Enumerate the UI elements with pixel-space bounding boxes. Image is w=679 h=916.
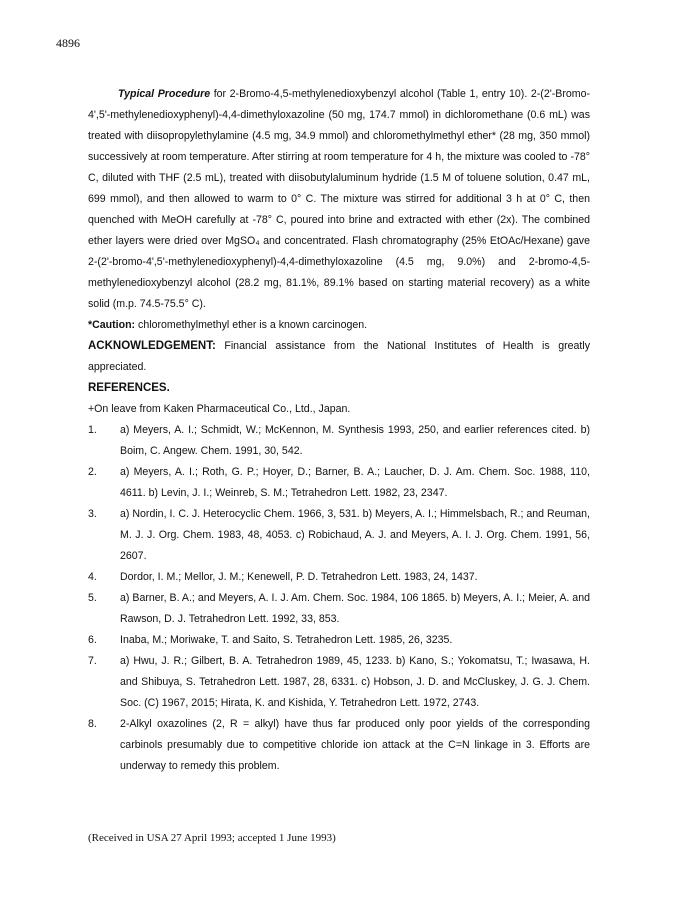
reference-text: Dordor, I. M.; Mellor, J. M.; Kenewell, P. D. Tetrahedron Lett. 1983, 24, 1437. bbox=[120, 571, 478, 583]
reference-text: a) Nordin, I. C. J. Heterocyclic Chem. 1966, 3, 531. b) Meyers, A. I.; Himmelsbach, R.; and Reuman, M. J. J. Org. Chem. 1983, 48, 4053. c) Robichaud, A. J. and Meyers, A. I. J. Org. Chem. 1991, 56, 2607. bbox=[120, 508, 590, 562]
acknowledgement-paragraph bbox=[88, 336, 590, 378]
reference-text: a) Meyers, A. I.; Schmidt, W.; McKennon, M. Synthesis 1993, 250, and earlier references cited. b) Boim, C. Angew. Chem. 1991, 30, 542. bbox=[120, 424, 590, 457]
caution-note bbox=[88, 315, 590, 336]
procedure-label: Typical Procedure bbox=[118, 88, 211, 100]
reference-list bbox=[88, 420, 590, 777]
received-dates: (Received in USA 27 April 1993; accepted 1 June 1993) bbox=[88, 832, 336, 844]
reference-item bbox=[88, 462, 590, 504]
reference-item bbox=[88, 651, 590, 714]
reference-number: 4. bbox=[88, 571, 97, 583]
procedure-text: for 2-Bromo-4,5-methylenedioxybenzyl alcohol (Table 1, entry 10). 2-(2'-Bromo-4',5'-methylenedioxyphenyl)-4,4-dimethyloxazoline (50 mg, 174.7 mmol) in dichloromethane (0.6 mL) was treated with diisopropylethylamine (4.5 mg, 34.9 mmol) and chloromethylmethyl ether* (28 mg, 350 mmol) successively at room temperature. After stirring at room temperature for 4 h, the mixture was cooled to -78° C, diluted with THF (2.5 mL), treated with diisobutylaluminum hydride (1.5 M of toluene solution, 0.47 mL, 699 mmol), and then allowed to warm to 0° C. The mixture was stirred for additional 3 h at 0° C, then quenched with MeOH carefully at -78° C, poured into brine and extracted with ether (2x). The combined ether layers were dried over MgSO₄ and concentrated. Flash chromatography (25% EtOAc/Hexane) gave 2-(2'-bromo-4',5'-methylenedioxyphenyl)-4,4-dimethyloxazoline (4.5 mg, 9.0%) and 2-bromo-4,5-methylenedioxybenzyl alcohol (28.2 mg, 81.1%, 89.1% based on starting material recovery) as a white solid (m.p. 74.5-75.5° C). bbox=[88, 88, 590, 310]
acknowledgement-label: ACKNOWLEDGEMENT: bbox=[88, 340, 216, 352]
reference-item bbox=[88, 420, 590, 462]
reference-number: 7. bbox=[88, 655, 97, 667]
article-body bbox=[88, 84, 590, 777]
reference-number: 5. bbox=[88, 592, 97, 604]
caution-text: chloromethylmethyl ether is a known carcinogen. bbox=[135, 319, 368, 331]
reference-number: 1. bbox=[88, 424, 97, 436]
references-heading: REFERENCES. bbox=[88, 382, 170, 394]
reference-text: a) Meyers, A. I.; Roth, G. P.; Hoyer, D.; Barner, B. A.; Laucher, D. J. Am. Chem. Soc. 1988, 110, 4611. b) Levin, J. I.; Weinreb, S. M.; Tetrahedron Lett. 1982, 23, 2347. bbox=[120, 466, 590, 499]
reference-item bbox=[88, 588, 590, 630]
references-note: +On leave from Kaken Pharmaceutical Co., Ltd., Japan. bbox=[88, 403, 351, 415]
reference-number: 2. bbox=[88, 466, 97, 478]
reference-text: Inaba, M.; Moriwake, T. and Saito, S. Tetrahedron Lett. 1985, 26, 3235. bbox=[120, 634, 453, 646]
page-number: 4896 bbox=[56, 36, 80, 50]
reference-item bbox=[88, 714, 590, 777]
reference-text: 2-Alkyl oxazolines (2, R = alkyl) have thus far produced only poor yields of the corresponding carbinols presumably due to competitive chloride ion attack at the C=N linkage in 3. Efforts are underway to remedy this problem. bbox=[120, 718, 590, 772]
reference-text: a) Hwu, J. R.; Gilbert, B. A. Tetrahedron 1989, 45, 1233. b) Kano, S.; Yokomatsu, T.; Iwasawa, H. and Shibuya, S. Tetrahedron Lett. 1987, 28, 6331. c) Hobson, J. D. and McCluskey, J. G. J. Chem. Soc. (C) 1967, 2015; Hirata, K. and Kishida, Y. Tetrahedron Lett. 1972, 2743. bbox=[120, 655, 590, 709]
reference-number: 8. bbox=[88, 718, 97, 730]
reference-text: a) Barner, B. A.; and Meyers, A. I. J. Am. Chem. Soc. 1984, 106 1865. b) Meyers, A. I.; Meier, A. and Rawson, D. J. Tetrahedron Lett. 1992, 33, 853. bbox=[120, 592, 590, 625]
reference-item bbox=[88, 504, 590, 567]
reference-number: 3. bbox=[88, 508, 97, 520]
reference-item bbox=[88, 567, 590, 588]
procedure-paragraph bbox=[88, 84, 590, 315]
acknowledgement-text: Financial assistance from the National Institutes of Health is greatly appreciated. bbox=[88, 340, 590, 373]
reference-item bbox=[88, 630, 590, 651]
reference-number: 6. bbox=[88, 634, 97, 646]
caution-label: *Caution: bbox=[88, 319, 136, 331]
